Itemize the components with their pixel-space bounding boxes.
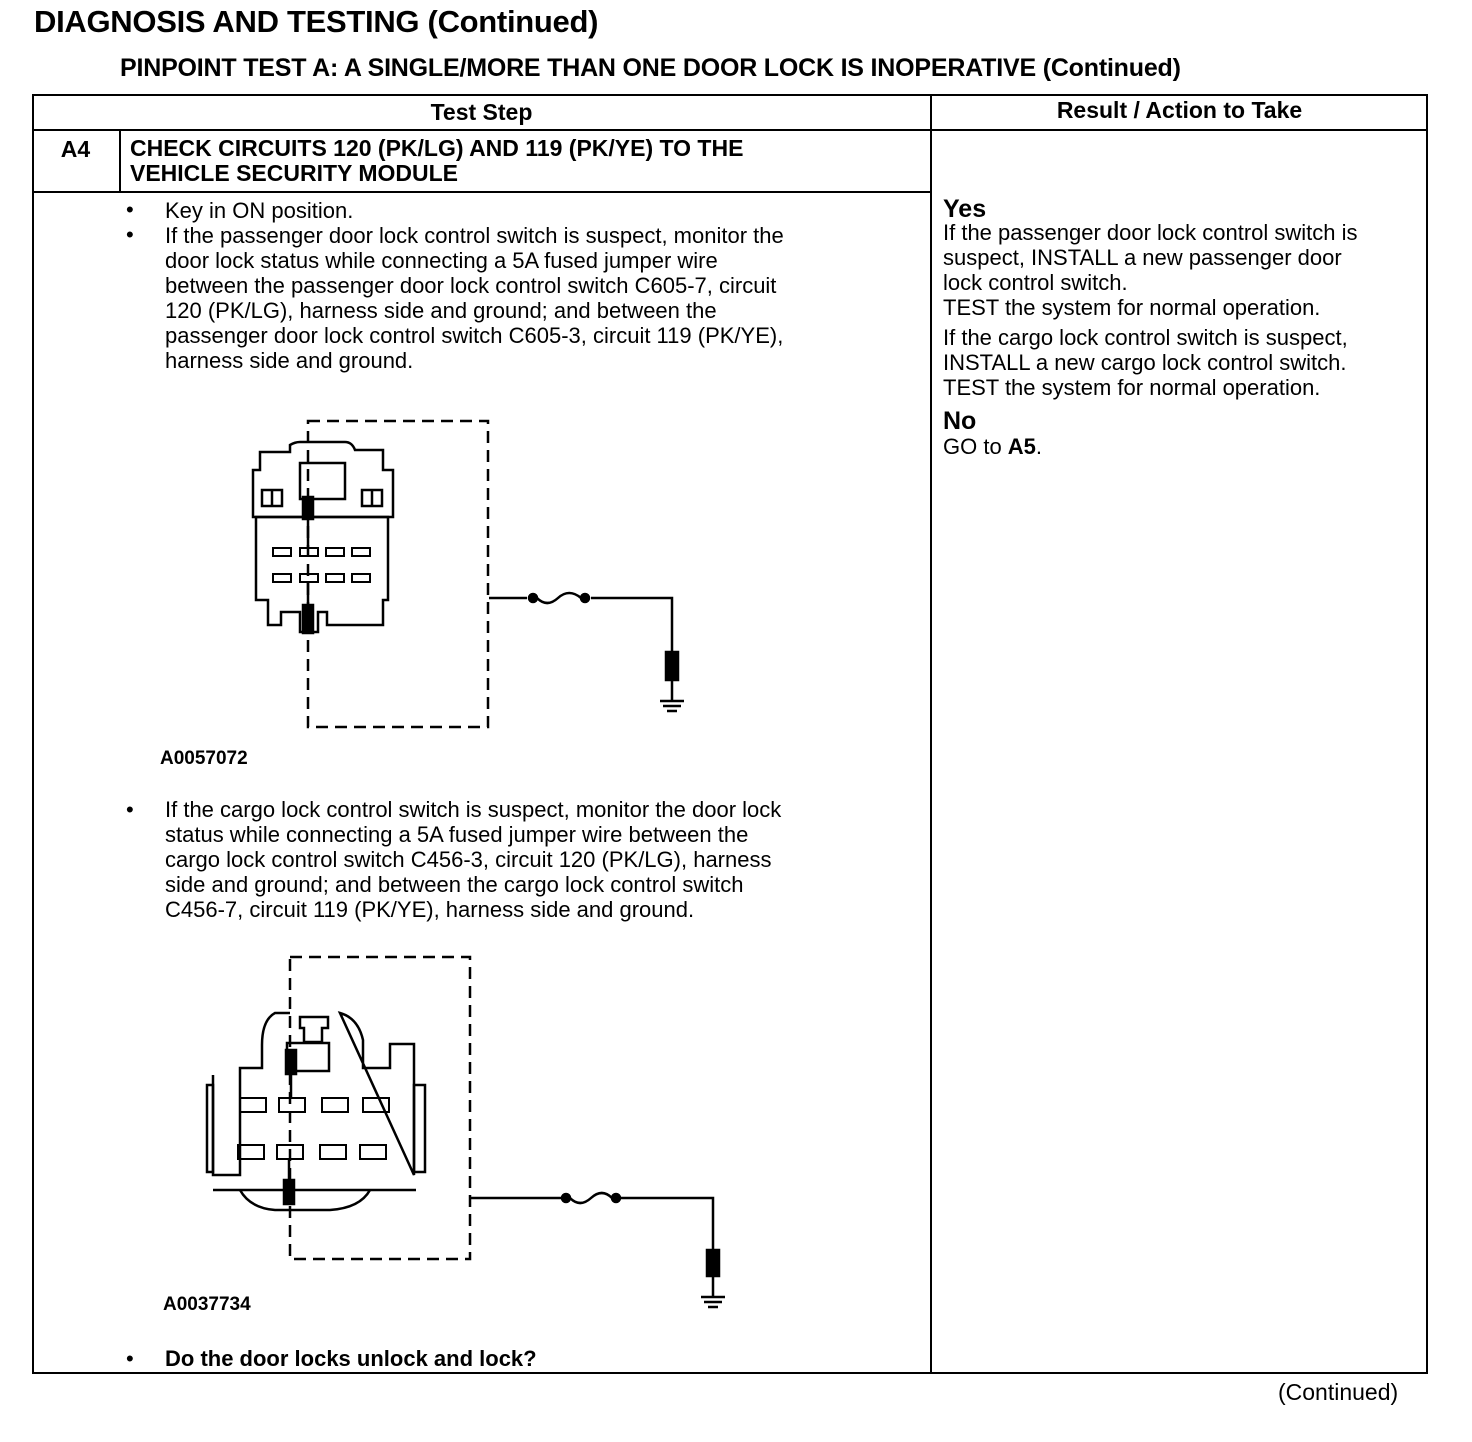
connector-body — [213, 1013, 414, 1175]
text-line: If the cargo lock control switch is suspect, — [943, 325, 1348, 350]
test-subtitle: PINPOINT TEST A: A SINGLE/MORE THAN ONE DOOR LOCK IS INOPERATIVE (Continued) — [120, 54, 1181, 82]
text-line: door lock status while connecting a 5A fused jumper wire — [165, 248, 718, 273]
yes-label: Yes — [943, 195, 987, 223]
page-title: DIAGNOSIS AND TESTING (Continued) — [34, 4, 599, 39]
no-action-prefix: GO to — [943, 434, 1008, 459]
text-line: lock control switch. — [943, 270, 1128, 295]
fuse-icon — [570, 1193, 612, 1203]
no-action-suffix: . — [1035, 434, 1043, 459]
text-line: C456-7, circuit 119 (PK/YE), harness side and ground. — [165, 897, 695, 922]
step-title-line: CHECK CIRCUITS 120 (PK/LG) AND 119 (PK/YE) TO THE — [130, 135, 744, 161]
bullet-icon: • — [126, 797, 134, 822]
bullet-icon: • — [126, 1346, 134, 1371]
text-line: 120 (PK/LG), harness side and ground; and between the — [165, 298, 717, 323]
yes-action — [943, 220, 1358, 400]
step-id: A4 — [60, 136, 91, 162]
text-line: TEST the system for normal operation. — [943, 295, 1321, 320]
text-line: passenger door lock control switch C605-3, circuit 119 (PK/YE), — [165, 323, 784, 348]
header-result-action: Result / Action to Take — [1056, 97, 1303, 123]
bullet-icon: • — [126, 222, 134, 247]
text-line: TEST the system for normal operation. — [943, 375, 1321, 400]
continued-note: (Continued) — [1278, 1379, 1399, 1405]
text-line: If the cargo lock control switch is suspect, monitor the door lock — [165, 797, 782, 822]
bullet-icon: • — [126, 197, 134, 222]
bullet-text: Key in ON position. — [165, 198, 354, 223]
text-line: status while connecting a 5A fused jumper wire between the — [165, 822, 749, 847]
question-text: Do the door locks unlock and lock? — [165, 1346, 537, 1371]
connector-pins — [238, 1098, 389, 1159]
figure-id: A0057072 — [160, 748, 248, 769]
header-test-step: Test Step — [430, 99, 533, 125]
fuse-wire — [470, 1198, 713, 1250]
ground-lead — [707, 1250, 719, 1276]
text-line: suspect, INSTALL a new passenger door — [943, 245, 1342, 270]
text-line: side and ground; and between the cargo lock control switch — [165, 872, 744, 897]
text-line: INSTALL a new cargo lock control switch. — [943, 350, 1347, 375]
no-label: No — [943, 407, 977, 435]
goto-step-link[interactable]: A5 — [1007, 434, 1036, 459]
text-line: harness side and ground. — [165, 348, 414, 373]
jumper-dashed-wire — [290, 957, 470, 1259]
text-line: If the passenger door lock control switch is — [943, 220, 1358, 245]
figure-id: A0037734 — [163, 1294, 251, 1315]
text-line: between the passenger door lock control switch C605-7, circuit — [165, 273, 777, 298]
text-line: cargo lock control switch C456-3, circuit 120 (PK/LG), harness — [165, 847, 772, 872]
no-action — [943, 434, 1042, 459]
text-line: If the passenger door lock control switch is suspect, monitor the — [165, 223, 784, 248]
step-title-line: VEHICLE SECURITY MODULE — [130, 160, 458, 186]
ground-icon — [701, 1276, 725, 1307]
